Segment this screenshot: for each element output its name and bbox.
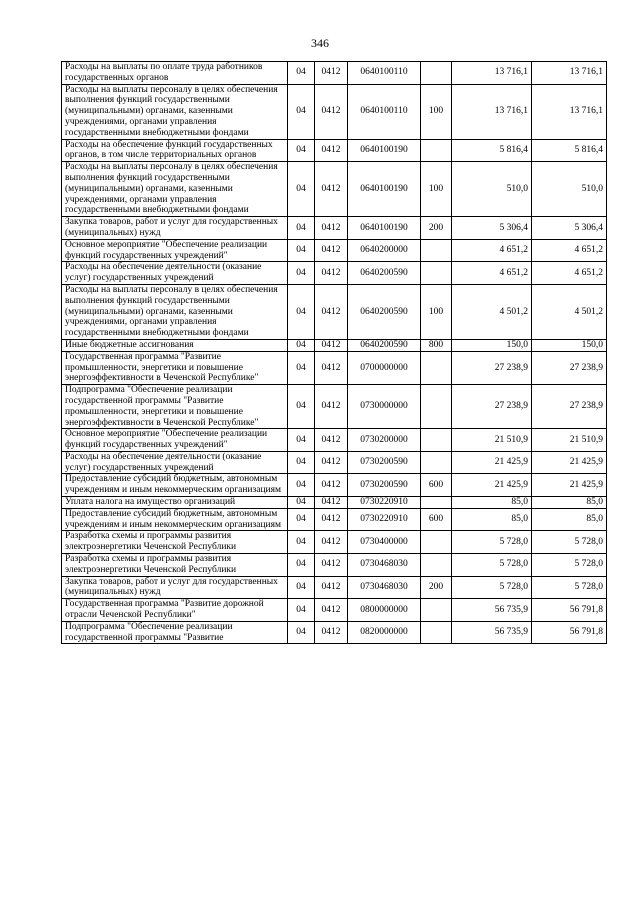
table-row — [62, 599, 607, 622]
subsection-code-cell: 0412 — [315, 451, 348, 474]
expense-type-cell: 100 — [421, 162, 452, 217]
target-article-cell: 0640200590 — [348, 339, 421, 351]
row-name-cell: Расходы на обеспечение деятельности (оказание услуг) государственных учреждений — [62, 451, 288, 474]
expense-type-cell — [421, 599, 452, 622]
section-code-cell: 04 — [288, 217, 315, 240]
amount-year2-cell: 85,0 — [532, 508, 607, 531]
row-name-cell: Расходы на обеспечение деятельности (оказание услуг) государственных учреждений — [62, 262, 288, 285]
subsection-code-cell: 0412 — [315, 351, 348, 384]
amount-year1-cell: 27 238,9 — [452, 385, 532, 429]
expense-type-cell — [421, 531, 452, 554]
amount-year2-cell: 13 716,1 — [532, 84, 607, 139]
expense-type-cell — [421, 554, 452, 577]
amount-year1-cell: 27 238,9 — [452, 351, 532, 384]
amount-year2-cell: 4 651,2 — [532, 262, 607, 285]
subsection-code-cell: 0412 — [315, 554, 348, 577]
amount-year2-cell: 5 728,0 — [532, 531, 607, 554]
target-article-cell: 0730400000 — [348, 531, 421, 554]
expense-type-cell — [421, 385, 452, 429]
row-name-cell: Расходы на выплаты персоналу в целях обеспечения выполнения функций государственными (муниципальными) органами, казенными учреждениями, органами управления государственными внебюджетными фондами — [62, 284, 288, 339]
amount-year1-cell: 5 728,0 — [452, 554, 532, 577]
amount-year1-cell: 56 735,9 — [452, 599, 532, 622]
expense-type-cell: 200 — [421, 217, 452, 240]
section-code-cell: 04 — [288, 239, 315, 262]
target-article-cell: 0820000000 — [348, 621, 421, 644]
subsection-code-cell: 0412 — [315, 239, 348, 262]
section-code-cell: 04 — [288, 284, 315, 339]
row-name-cell: Расходы на выплаты персоналу в целях обеспечения выполнения функций государственными (муниципальными) органами, казенными учреждениями, органами управления государственными внебюджетными фондами — [62, 84, 288, 139]
amount-year2-cell: 85,0 — [532, 497, 607, 509]
target-article-cell: 0700000000 — [348, 351, 421, 384]
amount-year1-cell: 13 716,1 — [452, 62, 532, 85]
table-row — [62, 474, 607, 497]
section-code-cell: 04 — [288, 621, 315, 644]
amount-year1-cell: 510,0 — [452, 162, 532, 217]
amount-year1-cell: 4 651,2 — [452, 239, 532, 262]
expense-type-cell — [421, 351, 452, 384]
budget-table — [61, 61, 607, 644]
subsection-code-cell: 0412 — [315, 576, 348, 599]
expense-type-cell: 800 — [421, 339, 452, 351]
row-name-cell: Уплата налога на имущество организаций — [62, 497, 288, 509]
row-name-cell: Расходы на выплаты персоналу в целях обеспечения выполнения функций государственными (муниципальными) органами, казенными учреждениями, органами управления государственными внебюджетными фондами — [62, 162, 288, 217]
section-code-cell: 04 — [288, 139, 315, 162]
target-article-cell: 0640200590 — [348, 284, 421, 339]
target-article-cell: 0640100190 — [348, 217, 421, 240]
section-code-cell: 04 — [288, 554, 315, 577]
expense-type-cell — [421, 429, 452, 452]
target-article-cell: 0800000000 — [348, 599, 421, 622]
row-name-cell: Подпрограмма "Обеспечение реализации государственной программы "Развитие промышленности, энергетики и повышение энергоэффективности в Чеченской Республике" — [62, 385, 288, 429]
amount-year1-cell: 21 510,9 — [452, 429, 532, 452]
row-name-cell: Государственная программа "Развитие дорожной отрасли Чеченской Республики" — [62, 599, 288, 622]
section-code-cell: 04 — [288, 84, 315, 139]
table-row — [62, 239, 607, 262]
subsection-code-cell: 0412 — [315, 385, 348, 429]
subsection-code-cell: 0412 — [315, 162, 348, 217]
amount-year2-cell: 5 306,4 — [532, 217, 607, 240]
amount-year2-cell: 21 425,9 — [532, 474, 607, 497]
amount-year2-cell: 5 728,0 — [532, 576, 607, 599]
section-code-cell: 04 — [288, 339, 315, 351]
table-row — [62, 497, 607, 509]
subsection-code-cell: 0412 — [315, 429, 348, 452]
amount-year1-cell: 21 425,9 — [452, 451, 532, 474]
expense-type-cell — [421, 497, 452, 509]
row-name-cell: Закупка товаров, работ и услуг для государственных (муниципальных) нужд — [62, 576, 288, 599]
table-row — [62, 62, 607, 85]
amount-year1-cell: 150,0 — [452, 339, 532, 351]
amount-year2-cell: 13 716,1 — [532, 62, 607, 85]
table-row — [62, 262, 607, 285]
target-article-cell: 0730200000 — [348, 429, 421, 452]
row-name-cell: Разработка схемы и программы развития электроэнергетики Чеченской Республики — [62, 554, 288, 577]
target-article-cell: 0730200590 — [348, 451, 421, 474]
expense-type-cell — [421, 621, 452, 644]
table-row — [62, 284, 607, 339]
amount-year1-cell: 13 716,1 — [452, 84, 532, 139]
target-article-cell: 0730468030 — [348, 554, 421, 577]
table-row — [62, 162, 607, 217]
amount-year1-cell: 56 735,9 — [452, 621, 532, 644]
subsection-code-cell: 0412 — [315, 262, 348, 285]
expense-type-cell: 600 — [421, 508, 452, 531]
section-code-cell: 04 — [288, 576, 315, 599]
target-article-cell: 0730468030 — [348, 576, 421, 599]
amount-year2-cell: 27 238,9 — [532, 351, 607, 384]
row-name-cell: Предоставление субсидий бюджетным, автономным учреждениям и иным некоммерческим организациям — [62, 474, 288, 497]
section-code-cell: 04 — [288, 599, 315, 622]
section-code-cell: 04 — [288, 351, 315, 384]
table-row — [62, 451, 607, 474]
table-row — [62, 351, 607, 384]
amount-year2-cell: 56 791,8 — [532, 599, 607, 622]
target-article-cell: 0730200590 — [348, 474, 421, 497]
amount-year2-cell: 27 238,9 — [532, 385, 607, 429]
table-row — [62, 621, 607, 644]
row-name-cell: Предоставление субсидий бюджетным, автономным учреждениям и иным некоммерческим организациям — [62, 508, 288, 531]
table-row — [62, 139, 607, 162]
subsection-code-cell: 0412 — [315, 284, 348, 339]
amount-year2-cell: 4 501,2 — [532, 284, 607, 339]
expense-type-cell: 600 — [421, 474, 452, 497]
section-code-cell: 04 — [288, 385, 315, 429]
expense-type-cell — [421, 139, 452, 162]
target-article-cell: 0640100190 — [348, 139, 421, 162]
amount-year2-cell: 4 651,2 — [532, 239, 607, 262]
amount-year2-cell: 150,0 — [532, 339, 607, 351]
table-row — [62, 84, 607, 139]
expense-type-cell: 100 — [421, 284, 452, 339]
section-code-cell: 04 — [288, 497, 315, 509]
target-article-cell: 0730220910 — [348, 497, 421, 509]
table-row — [62, 339, 607, 351]
target-article-cell: 0640100110 — [348, 84, 421, 139]
section-code-cell: 04 — [288, 429, 315, 452]
target-article-cell: 0730220910 — [348, 508, 421, 531]
subsection-code-cell: 0412 — [315, 531, 348, 554]
amount-year1-cell: 85,0 — [452, 497, 532, 509]
subsection-code-cell: 0412 — [315, 599, 348, 622]
row-name-cell: Расходы на выплаты по оплате труда работников государственных органов — [62, 62, 288, 85]
table-row — [62, 576, 607, 599]
amount-year1-cell: 5 728,0 — [452, 531, 532, 554]
amount-year1-cell: 5 306,4 — [452, 217, 532, 240]
amount-year1-cell: 4 501,2 — [452, 284, 532, 339]
budget-table-body — [62, 62, 607, 644]
target-article-cell: 0640100110 — [348, 62, 421, 85]
target-article-cell: 0640100190 — [348, 162, 421, 217]
row-name-cell: Разработка схемы и программы развития электроэнергетики Чеченской Республики — [62, 531, 288, 554]
amount-year1-cell: 21 425,9 — [452, 474, 532, 497]
table-row — [62, 217, 607, 240]
amount-year2-cell: 21 425,9 — [532, 451, 607, 474]
subsection-code-cell: 0412 — [315, 84, 348, 139]
section-code-cell: 04 — [288, 474, 315, 497]
row-name-cell: Закупка товаров, работ и услуг для государственных (муниципальных) нужд — [62, 217, 288, 240]
table-row — [62, 554, 607, 577]
expense-type-cell: 100 — [421, 84, 452, 139]
section-code-cell: 04 — [288, 508, 315, 531]
row-name-cell: Иные бюджетные ассигнования — [62, 339, 288, 351]
expense-type-cell — [421, 239, 452, 262]
page-number: 346 — [311, 36, 329, 50]
subsection-code-cell: 0412 — [315, 497, 348, 509]
amount-year2-cell: 56 791,8 — [532, 621, 607, 644]
section-code-cell: 04 — [288, 162, 315, 217]
table-row — [62, 385, 607, 429]
section-code-cell: 04 — [288, 62, 315, 85]
section-code-cell: 04 — [288, 451, 315, 474]
subsection-code-cell: 0412 — [315, 508, 348, 531]
amount-year2-cell: 5 816,4 — [532, 139, 607, 162]
amount-year2-cell: 21 510,9 — [532, 429, 607, 452]
row-name-cell: Основное мероприятие "Обеспечение реализации функций государственных учреждений" — [62, 429, 288, 452]
target-article-cell: 0640200590 — [348, 262, 421, 285]
amount-year1-cell: 4 651,2 — [452, 262, 532, 285]
subsection-code-cell: 0412 — [315, 139, 348, 162]
subsection-code-cell: 0412 — [315, 339, 348, 351]
amount-year2-cell: 5 728,0 — [532, 554, 607, 577]
subsection-code-cell: 0412 — [315, 217, 348, 240]
table-row — [62, 531, 607, 554]
subsection-code-cell: 0412 — [315, 474, 348, 497]
expense-type-cell — [421, 451, 452, 474]
expense-type-cell — [421, 62, 452, 85]
target-article-cell: 0640200000 — [348, 239, 421, 262]
amount-year1-cell: 5 816,4 — [452, 139, 532, 162]
section-code-cell: 04 — [288, 262, 315, 285]
expense-type-cell: 200 — [421, 576, 452, 599]
row-name-cell: Государственная программа "Развитие промышленности, энергетики и повышение энергоэффективности в Чеченской Республике" — [62, 351, 288, 384]
amount-year1-cell: 85,0 — [452, 508, 532, 531]
row-name-cell: Расходы на обеспечение функций государственных органов, в том числе территориальных органов — [62, 139, 288, 162]
amount-year1-cell: 5 728,0 — [452, 576, 532, 599]
subsection-code-cell: 0412 — [315, 62, 348, 85]
table-row — [62, 508, 607, 531]
amount-year2-cell: 510,0 — [532, 162, 607, 217]
expense-type-cell — [421, 262, 452, 285]
section-code-cell: 04 — [288, 531, 315, 554]
subsection-code-cell: 0412 — [315, 621, 348, 644]
row-name-cell: Подпрограмма "Обеспечение реализации государственной программы "Развитие — [62, 621, 288, 644]
row-name-cell: Основное мероприятие "Обеспечение реализации функций государственных учреждений" — [62, 239, 288, 262]
table-row — [62, 429, 607, 452]
target-article-cell: 0730000000 — [348, 385, 421, 429]
